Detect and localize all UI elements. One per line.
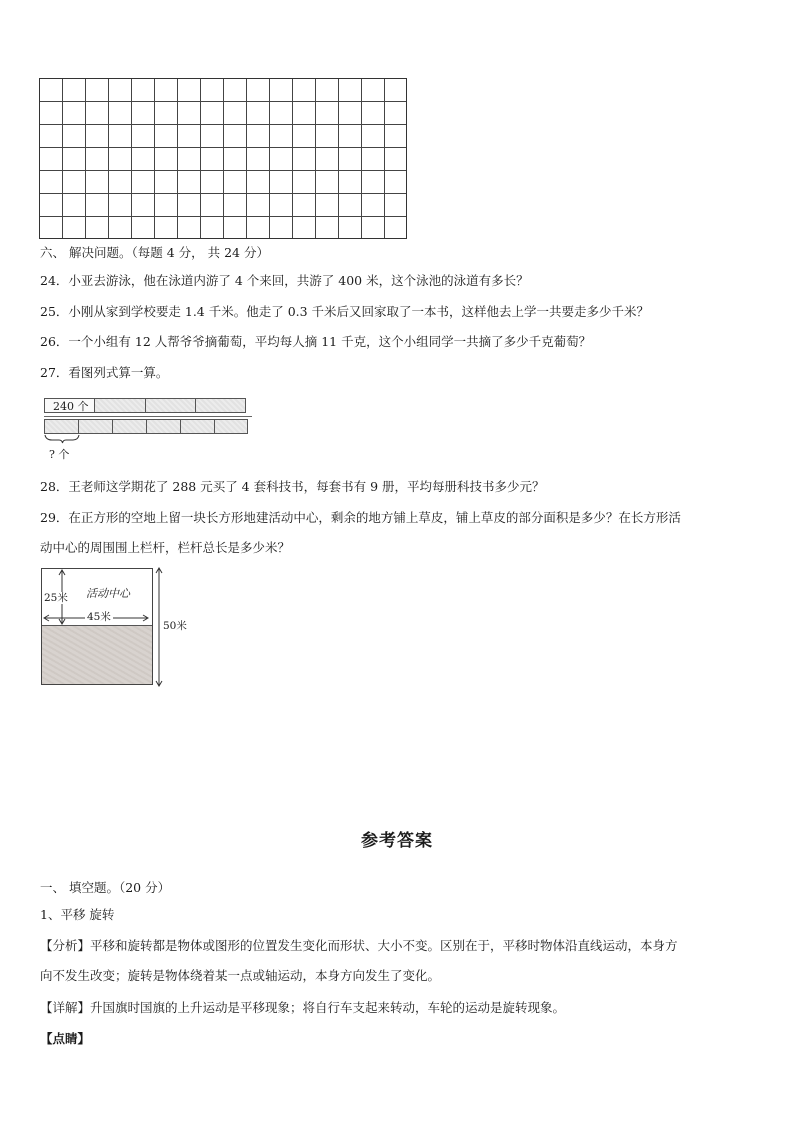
activity-center-edge [42,625,152,626]
answers-title: 参考答案 [361,831,433,851]
bottom-bar-segment [78,419,113,434]
activity-center-label: 活动中心 [86,587,130,600]
side-arrow-icon [155,567,163,687]
question-27: 27．看图列式算一算。 [40,365,169,380]
side-label: 50米 [163,620,187,632]
answer-analysis-line-2: 向不发生改变；旋转是物体绕着某一点或轴运动，本身方向发生了变化。 [40,968,441,983]
figure-27-bar-diagram [44,396,254,466]
answer-analysis-line-1: 【分析】平移和旋转都是物体或图形的位置发生变化而形状、大小不变。区别在于，平移时物体沿直线运动，本身方 [40,938,678,953]
question-25: 25．小刚从家到学校要走 1.4 千米。他走了 0.3 千米后又回家取了一本书，这样他去上学一共要走多少千米？ [40,304,650,319]
bottom-bar-segment [214,419,248,434]
writing-grid [39,78,407,239]
top-bar-segment [94,398,146,413]
answers-section-1: 一、 填空题。（20 分） [40,880,171,895]
question-24: 24．小亚去游泳，他在泳道内游了 4 个来回，共游了 400 米，这个泳池的泳道有多长？ [40,273,529,288]
figure-29-square-plot [40,567,200,689]
question-28: 28．王老师这学期花了 288 元买了 4 套科技书，每套书有 9 册，平均每册科技书多少元？ [40,479,545,494]
bottom-bar-segment [146,419,181,434]
bottom-bar-segment [180,419,215,434]
height-label: 25米 [44,592,68,604]
question-29-line-2: 动中心的周围围上栏杆，栏杆总长是多少米？ [40,540,291,555]
answer-item-1: 1、平移 旋转 [40,907,115,922]
separator-line [44,416,252,417]
bottom-bar-label: ? 个 [49,448,70,461]
bottom-bar-segment [112,419,147,434]
top-bar-segment [145,398,196,413]
question-26: 26．一个小组有 12 人帮爷爷摘葡萄，平均每人摘 11 千克，这个小组同学一共摘了多少千克葡萄？ [40,334,592,349]
answer-comment: 【点睛】 [40,1031,91,1046]
section-6-title: 六、 解决问题。（每题 4 分， 共 24 分） [40,245,269,260]
grass-area [42,626,152,684]
top-bar-label: 240 个 [53,400,89,413]
brace-icon [44,434,84,444]
bottom-bar-segment [44,419,79,434]
width-label: 45米 [87,611,111,623]
answer-detail: 【详解】升国旗时国旗的上升运动是平移现象；将自行车支起来转动，车轮的运动是旋转现象。 [40,1000,566,1015]
question-29-line-1: 29．在正方形的空地上留一块长方形地建活动中心，剩余的地方铺上草皮，铺上草皮的部分面积是多少？在长方形活 [40,510,681,525]
top-bar-segment [195,398,246,413]
